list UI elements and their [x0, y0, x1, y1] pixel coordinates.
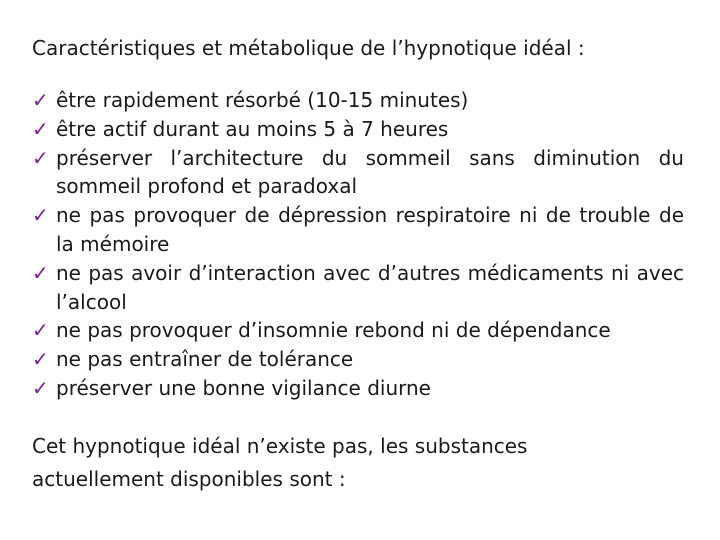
- list-item-text: préserver l’architecture du sommeil sans diminution du sommeil profond et paradoxal: [56, 145, 684, 199]
- list-item: [32, 374, 684, 403]
- checkmark-icon: ✓: [32, 88, 49, 112]
- list-item-text: ne pas avoir d’interaction avec d’autres médicaments ni avec l’alcool: [56, 260, 684, 314]
- checkmark-icon: ✓: [32, 347, 49, 372]
- list-item-text: ne pas provoquer de dépression respiratoire ni de trouble de la mémoire: [56, 203, 684, 256]
- list-item: [32, 345, 684, 374]
- list-item-text: ne pas provoquer d’insomnie rebond ni de dépendance: [56, 318, 611, 343]
- checkmark-icon: ✓: [32, 318, 49, 343]
- list-item: [32, 201, 684, 259]
- checkmark-icon: ✓: [32, 203, 49, 228]
- checkmark-icon: ✓: [32, 260, 49, 285]
- slide-title: Caractéristiques et métabolique de l’hypnotique idéal :: [32, 36, 585, 60]
- list-item: [32, 86, 684, 115]
- checkmark-icon: ✓: [32, 375, 49, 400]
- list-item: [32, 115, 684, 144]
- list-item: [32, 259, 684, 317]
- criteria-list: [32, 86, 684, 403]
- list-item-text: préserver une bonne vigilance diurne: [56, 375, 431, 400]
- list-item: [32, 144, 684, 202]
- conclusion-text: Cet hypnotique idéal n’existe pas, les substances actuellement disponibles sont :: [32, 434, 528, 491]
- list-item-text: ne pas entraîner de tolérance: [56, 347, 354, 372]
- list-item: [32, 316, 684, 345]
- list-item-text: être rapidement résorbé (10-15 minutes): [56, 88, 469, 112]
- list-item-text: être actif durant au moins 5 à 7 heures: [56, 116, 449, 141]
- checkmark-icon: ✓: [32, 145, 49, 170]
- checkmark-icon: ✓: [32, 116, 49, 141]
